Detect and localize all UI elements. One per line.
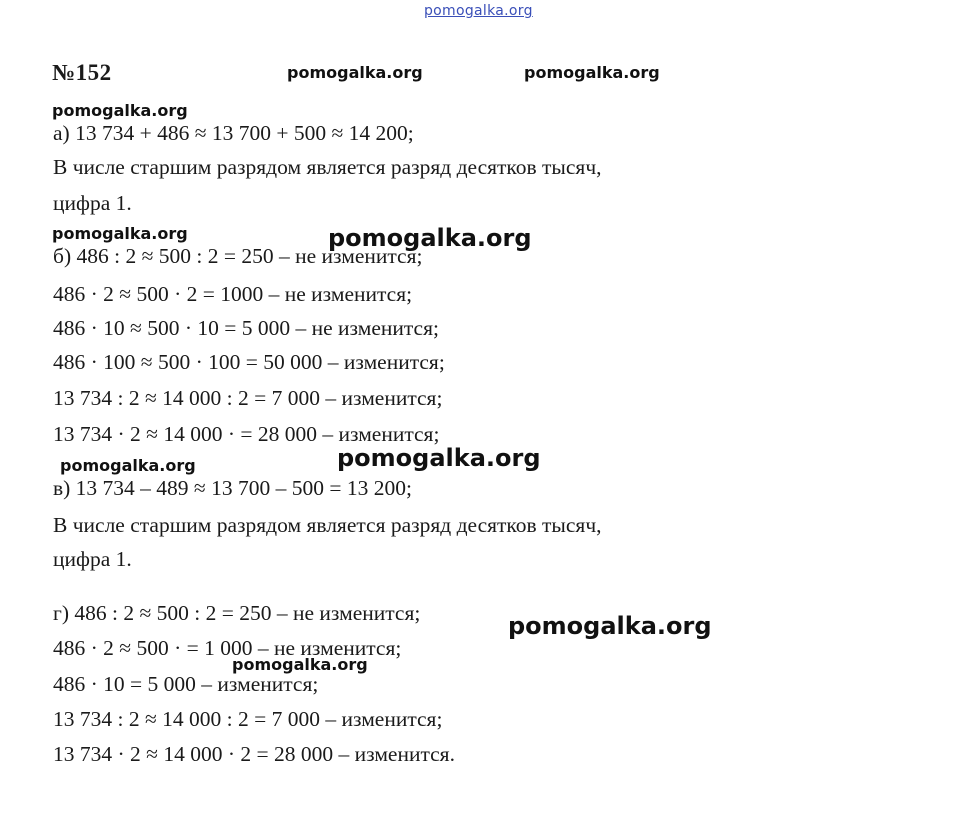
section-v-line: В числе старшим разрядом является разряд десятков тысяч, (53, 513, 602, 537)
section-b-line: 13 734 : 2 ≈ 14 000 : 2 = 7 000 – изменится; (53, 386, 443, 410)
section-b-line: 486 · 10 ≈ 500 · 10 = 5 000 – не изменится; (53, 316, 439, 340)
section-g-line: 13 734 : 2 ≈ 14 000 : 2 = 7 000 – изменится; (53, 707, 443, 731)
problem-number: №152 (52, 60, 112, 85)
section-a-line: В числе старшим разрядом является разряд десятков тысяч, (53, 155, 602, 179)
watermark-text: pomogalka.org (328, 224, 532, 252)
watermark-text: pomogalka.org (60, 456, 196, 475)
section-a-line: а) 13 734 + 486 ≈ 13 700 + 500 ≈ 14 200; (53, 121, 414, 145)
section-b-line: 486 · 100 ≈ 500 · 100 = 50 000 – изменится; (53, 350, 445, 374)
watermark-text: pomogalka.org (52, 101, 188, 120)
section-g-line: 486 · 10 = 5 000 – изменится; (53, 672, 319, 696)
section-g-line: 486 · 2 ≈ 500 · = 1 000 – не изменится; (53, 636, 402, 660)
section-b-line: 486 · 2 ≈ 500 · 2 = 1000 – не изменится; (53, 282, 413, 306)
section-b-line: 13 734 · 2 ≈ 14 000 · = 28 000 – изменится; (53, 422, 440, 446)
watermark-text: pomogalka.org (337, 444, 541, 472)
section-g-line: г) 486 : 2 ≈ 500 : 2 = 250 – не изменится; (53, 601, 421, 625)
section-g-line: 13 734 · 2 ≈ 14 000 · 2 = 28 000 – изменится. (53, 742, 455, 766)
section-v-line: цифра 1. (53, 547, 132, 571)
section-b-line: б) 486 : 2 ≈ 500 : 2 = 250 – не изменится; (53, 244, 423, 268)
watermark-text: pomogalka.org (232, 655, 368, 674)
watermark-text: pomogalka.org (287, 63, 423, 82)
section-v-line: в) 13 734 – 489 ≈ 13 700 – 500 = 13 200; (53, 476, 412, 500)
watermark-text: pomogalka.org (524, 63, 660, 82)
watermark-text: pomogalka.org (508, 612, 712, 640)
section-a-line: цифра 1. (53, 191, 132, 215)
watermark-text: pomogalka.org (52, 224, 188, 243)
watermark-top-link[interactable]: pomogalka.org (424, 3, 533, 19)
